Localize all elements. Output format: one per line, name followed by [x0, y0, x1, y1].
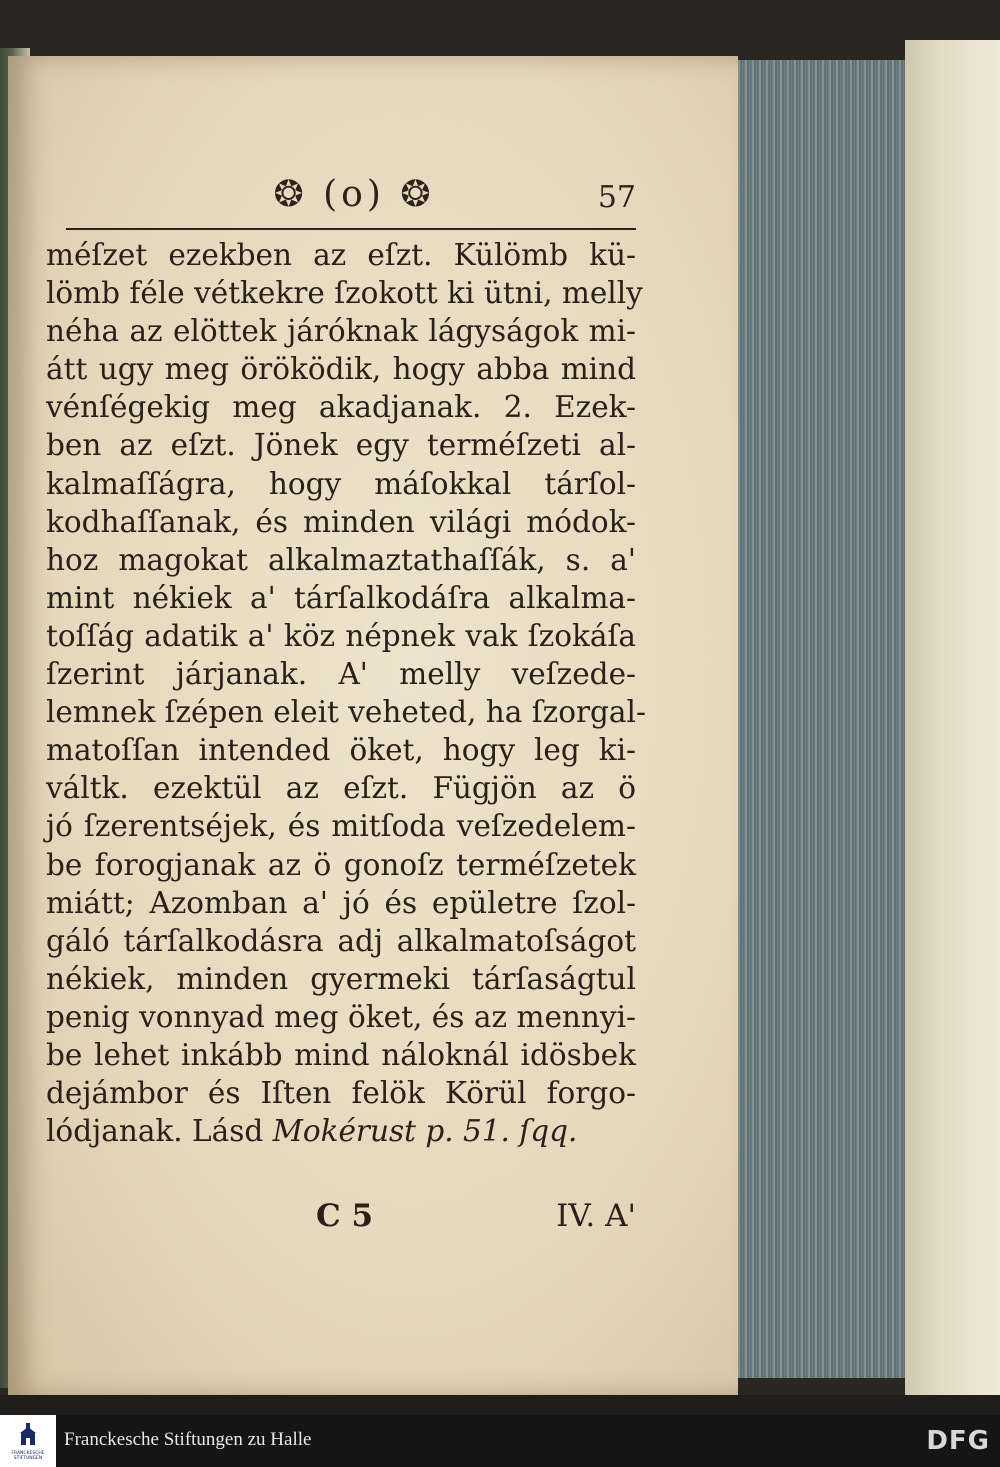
text-line: mint nékiek a' tárſalkodáſra alkalma- — [46, 580, 636, 615]
page-edges — [722, 60, 922, 1378]
dfg-logo[interactable]: DFG — [926, 1426, 990, 1456]
text-line: átt ugy meg öröködik, hogy abba mind — [46, 352, 636, 387]
text-line: be lehet inkább mind náloknál idösbek — [46, 1037, 636, 1072]
text-line: lemnek ſzépen eleit veheted, ha ſzorgal- — [46, 695, 646, 730]
text-line: jó ſzerentséjek, és mitſoda veſzedelem- — [46, 809, 636, 844]
text-line: be forogjanak az ö gonoſz terméſzetek — [46, 847, 636, 882]
page-number: 57 — [597, 180, 636, 215]
text-line: váltk. ezektül az eſzt. Fügjön az ö — [46, 771, 636, 806]
signature-mark: C 5 — [316, 1198, 374, 1234]
page-header — [66, 174, 636, 230]
text-line: dejámbor és Iſten felök Körül forgo- — [46, 1076, 636, 1111]
catchword: IV. A' — [556, 1198, 636, 1234]
text-line: nékiek, minden gyermeki tárſaságtul — [46, 961, 636, 996]
text-line: méſzet ezekben az eſzt. Külömb kü- — [46, 238, 636, 272]
text-line: lömb féle vétkekre ſzokott ki ütni, melly — [46, 276, 643, 311]
book-page — [8, 56, 738, 1396]
text-line: penig vonnyad meg öket, és az mennyi- — [46, 999, 636, 1034]
page-body-text — [46, 236, 646, 1150]
text-line: toſſág adatik a' köz népnek vak ſzokáſa — [46, 618, 636, 653]
text-line: miátt; Azomban a' jó és epületre ſzol- — [46, 885, 636, 920]
logo-text: FRANCKESCHE STIFTUNGEN — [11, 1451, 45, 1461]
citation-italic: Mokérust p. 51. ſqq. — [272, 1114, 578, 1149]
text-line: néha az elöttek járóknak lágyságok mi- — [46, 314, 636, 349]
institution-logo[interactable] — [0, 1415, 56, 1467]
book-cover-right — [905, 40, 1000, 1400]
page-footer-line — [46, 1198, 636, 1238]
orphanage-logo-icon — [17, 1421, 39, 1447]
scan-bottom-edge — [0, 1395, 1000, 1415]
text-line: vénſégekig meg akadjanak. 2. Ezek- — [46, 390, 636, 425]
text-line: kodhaſſanak, és minden világi módok- — [46, 504, 636, 539]
text-line: gáló tárſalkodásra adj alkalmatoſságot — [46, 923, 636, 958]
institution-name[interactable]: Franckesche Stiftungen zu Halle — [64, 1429, 312, 1450]
text-line: hoz magokat alkalmaztathaſſák, s. a' — [46, 542, 636, 577]
text-line: ſzerint járjanak. A' melly veſzede- — [46, 657, 636, 692]
text-line: kalmaſſágra, hogy máſokkal tárſol- — [46, 466, 636, 501]
last-line-text: lódjanak. Lásd — [46, 1114, 273, 1149]
header-ornament: ❂ (o) ❂ — [273, 174, 435, 215]
text-line: ben az eſzt. Jönek egy terméſzeti al- — [46, 428, 636, 463]
viewer-footer — [0, 1415, 1000, 1467]
text-line-last — [46, 1112, 636, 1150]
text-line: matoſſan intended öket, hogy leg ki- — [46, 733, 636, 768]
